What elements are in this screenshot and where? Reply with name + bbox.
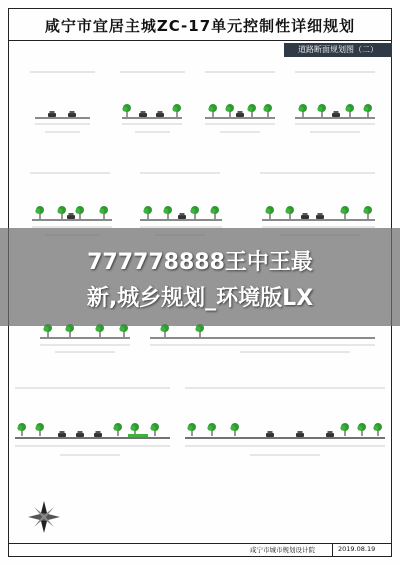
north-arrow-icon: [28, 501, 60, 533]
design-institute-name: 咸宁市城市规划设计院: [250, 546, 315, 554]
section-row-3: [40, 324, 375, 352]
title-block: [8, 543, 392, 558]
watermark-banner: [0, 228, 400, 326]
section-row-4: [15, 388, 385, 455]
drawing-date: 2019.08.19: [338, 545, 376, 553]
section-row-2: [30, 173, 375, 235]
section-row-1: [30, 72, 375, 132]
title-block-separator: [332, 543, 333, 557]
page-title: 咸宁市宜居主城ZC-17单元控制性详细规划: [44, 17, 356, 35]
watermark-line-1: 777778888王中王最: [87, 250, 313, 275]
drawing-subtitle-badge: 道路断面规划图（二）: [284, 43, 392, 57]
watermark-line-2: 新,城乡规划_环境版LX: [86, 286, 314, 311]
